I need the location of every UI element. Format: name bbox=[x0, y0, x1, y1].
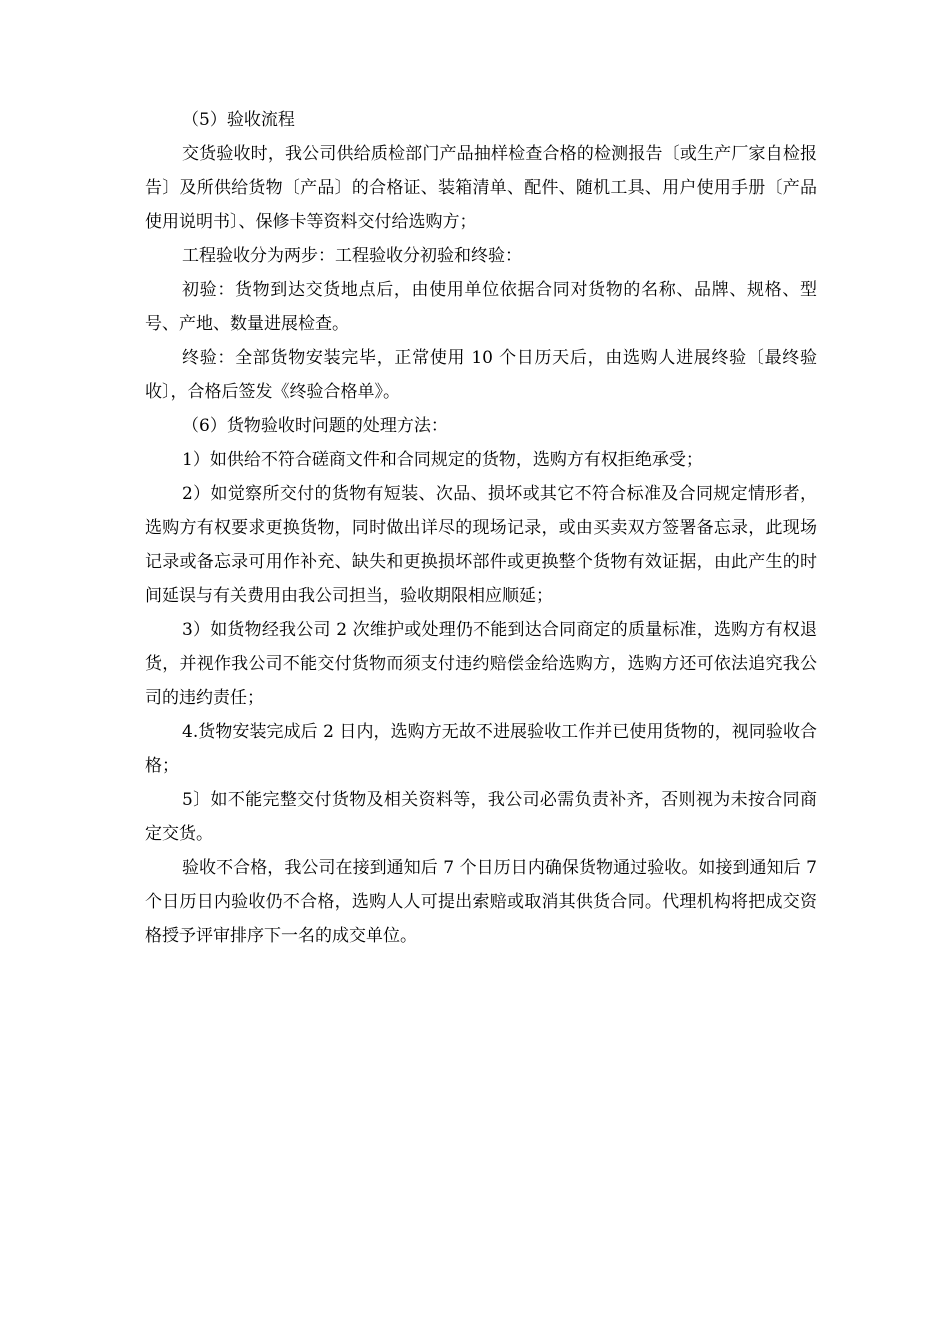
paragraph-two-stage-acceptance: 工程验收分为两步：工程验收分初验和终验： bbox=[182, 246, 522, 266]
section-heading-problem-handling: （6）货物验收时问题的处理方法： bbox=[182, 416, 448, 436]
paragraph-delivery-acceptance: 交货验收时，我公司供给质检部门产品抽样检查合格的检测报告〔或生产厂家自检报告〕及所供给货物〔产品〕的合格证、装箱清单、配件、随机工具、用户使用手册〔产品使用说明书〕、保修卡等资料交付给选购方； bbox=[145, 144, 817, 232]
document-body bbox=[145, 103, 817, 953]
paragraph-failed-acceptance: 验收不合格，我公司在接到通知后 7 个日历日内确保货物通过验收。如接到通知后 7 个日历日内验收仍不合格，选购人人可提出索赔或取消其供货合同。代理机构将把成交资格授予评审排序下一名的成交单位。 bbox=[145, 858, 817, 946]
paragraph-initial-acceptance: 初验：货物到达交货地点后，由使用单位依据合同对货物的名称、品牌、规格、型号、产地、数量进展检查。 bbox=[145, 280, 817, 334]
list-item-3: 3）如货物经我公司 2 次维护或处理仍不能到达合同商定的质量标准，选购方有权退货，并视作我公司不能交付货物而须支付违约赔偿金给选购方，选购方还可依法追究我公司的违约责任； bbox=[145, 620, 817, 708]
paragraph-final-acceptance: 终验：全部货物安装完毕，正常使用 10 个日历天后，由选购人进展终验〔最终验收〕，合格后签发《终验合格单》。 bbox=[145, 348, 817, 402]
list-item-5: 5〕如不能完整交付货物及相关资料等，我公司必需负责补齐，否则视为未按合同商定交货。 bbox=[145, 790, 817, 844]
list-item-4: 4.货物安装完成后 2 日内，选购方无故不进展验收工作并已使用货物的，视同验收合格； bbox=[145, 722, 817, 776]
list-item-2: 2）如觉察所交付的货物有短装、次品、损坏或其它不符合标准及合同规定情形者，选购方有权要求更换货物，同时做出详尽的现场记录，或由买卖双方签署备忘录，此现场记录或备忘录可用作补充、缺失和更换损坏部件或更换整个货物有效证据，由此产生的时间延误与有关费用由我公司担当，验收期限相应顺延； bbox=[145, 484, 817, 606]
list-item-1: 1）如供给不符合磋商文件和合同规定的货物，选购方有权拒绝承受； bbox=[182, 450, 703, 470]
section-heading-acceptance-process: （5）验收流程 bbox=[182, 110, 295, 130]
